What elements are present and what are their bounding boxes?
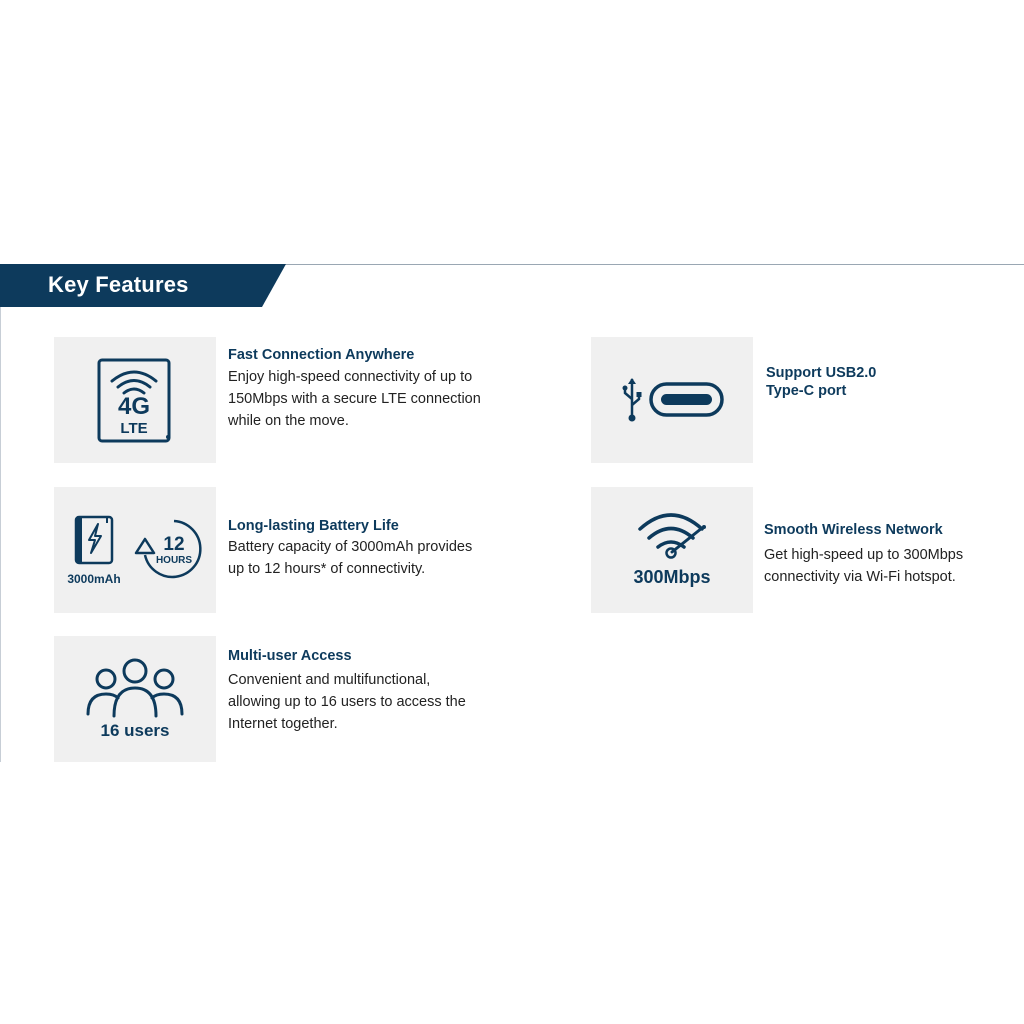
divider-line-left <box>0 264 1 762</box>
desc-line: connectivity via Wi-Fi hotspot. <box>764 569 956 585</box>
users-icon <box>54 636 216 762</box>
desc-line: Get high-speed up to 300Mbps <box>764 547 964 563</box>
feature-desc-wireless <box>764 544 963 588</box>
wifi-speed-icon <box>591 487 753 613</box>
icon-label-capacity: 3000mAh <box>67 572 121 586</box>
feature-title-fast-connection: Fast Connection Anywhere <box>228 347 415 363</box>
feature-title-multi-user: Multi-user Access <box>228 648 352 664</box>
desc-line: Battery capacity of 3000mAh provides <box>228 539 473 555</box>
desc-line: up to 12 hours* of connectivity. <box>228 561 426 577</box>
feature-desc-fast-connection <box>228 366 481 432</box>
desc-line: while on the move. <box>228 413 349 429</box>
title-line: Support USB2.0 <box>766 365 877 381</box>
desc-line: allowing up to 16 users to access the <box>228 694 466 710</box>
icon-label-4g: 4G <box>117 393 151 420</box>
desc-line: Internet together. <box>228 716 338 732</box>
feature-title-wireless: Smooth Wireless Network <box>764 522 943 538</box>
4g-lte-icon <box>54 337 216 463</box>
section-title: Key Features <box>48 272 189 297</box>
icon-label-hours: HOURS <box>155 555 193 566</box>
desc-line: Convenient and multifunctional, <box>228 672 431 688</box>
desc-line: 150Mbps with a secure LTE connection <box>228 391 481 407</box>
usb-type-c-icon <box>591 337 753 463</box>
feature-desc-multi-user <box>228 669 466 735</box>
feature-desc-battery <box>228 536 472 580</box>
feature-title-usb <box>766 364 876 400</box>
title-line: Type-C port <box>766 383 847 399</box>
icon-label-speed: 300Mbps <box>633 567 711 587</box>
icon-label-12: 12 <box>163 534 185 555</box>
desc-line: Enjoy high-speed connectivity of up to <box>228 369 473 385</box>
feature-title-battery: Long-lasting Battery Life <box>228 518 399 534</box>
section-banner <box>0 264 286 307</box>
icon-label-lte: LTE <box>120 420 148 437</box>
icon-label-users: 16 users <box>100 721 170 740</box>
battery-hours-icon <box>54 487 216 613</box>
